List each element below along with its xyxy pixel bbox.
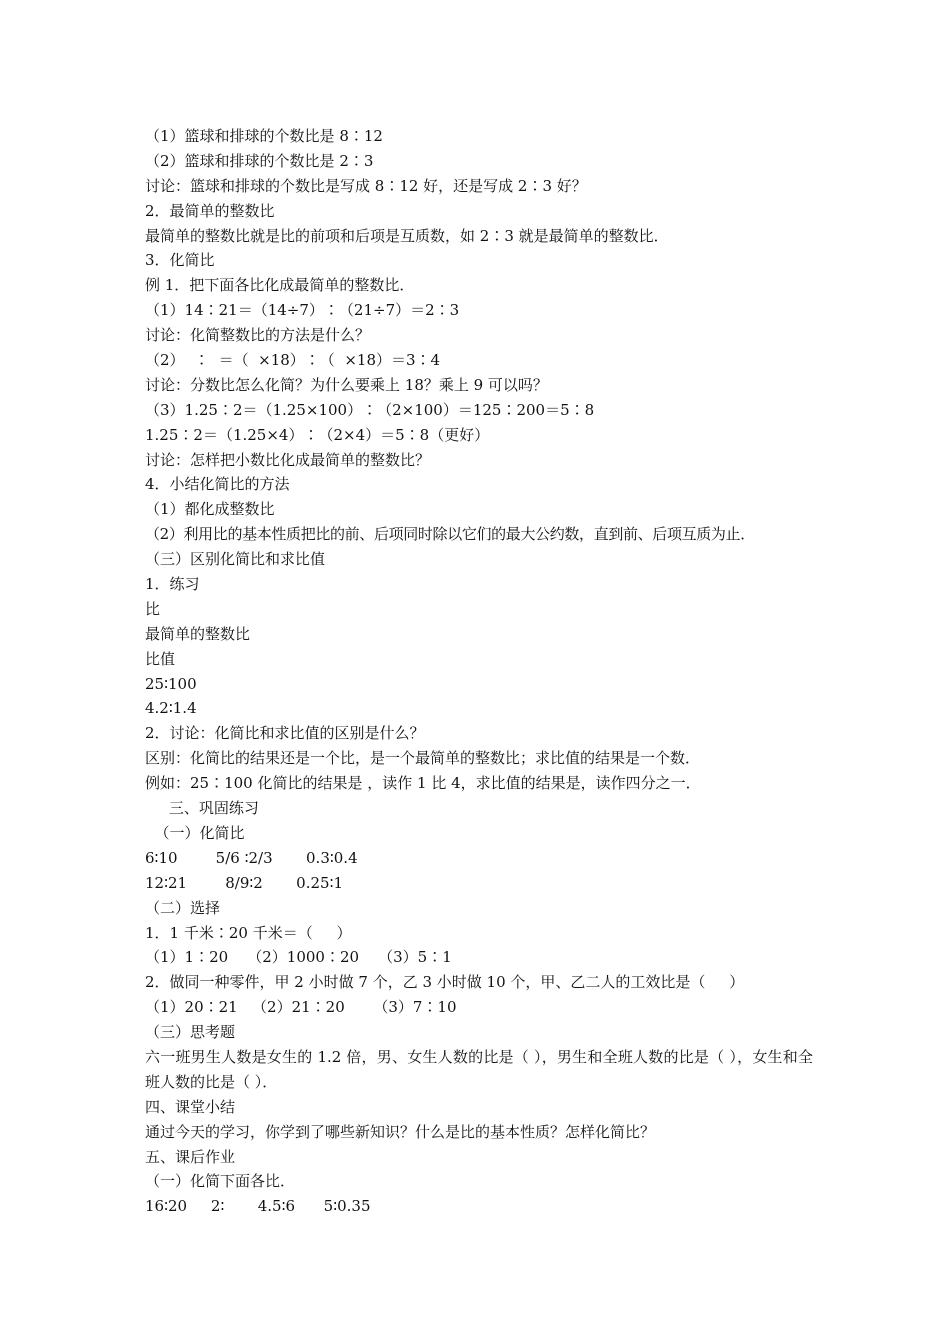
section-heading: （一）化简比 xyxy=(145,823,245,842)
text-line: 区别：化简比的结果还是一个比，是一个最简单的整数比；求比值的结果是一个数． xyxy=(145,749,701,768)
text-line: 讨论：分数比怎么化简？为什么要乘上 18？乘上 9 可以吗？ xyxy=(145,375,548,394)
text-line: （1）篮球和排球的个数比是 8∶12 xyxy=(145,127,383,145)
text-line: （2）篮球和排球的个数比是 2∶3 xyxy=(145,151,374,170)
text-line: 最简单的整数比就是比的前项和后项是互质数，如 2∶3 就是最简单的整数比． xyxy=(145,226,669,245)
section-heading: 4．小结化简比的方法 xyxy=(145,475,290,494)
text-line: 比值 xyxy=(145,649,176,668)
section-heading: 四、课堂小结 xyxy=(145,1097,236,1116)
text-line: 2．做同一种零件，甲 2 小时做 7 个，乙 3 小时做 10 个，甲、乙二人的工效比是（ ） xyxy=(145,973,745,992)
text-line: 例 1．把下面各比化成最简单的整数比． xyxy=(145,276,415,295)
text-line: 讨论：怎样把小数比化成最简单的整数比？ xyxy=(145,450,431,469)
text-line: （2） ∶ ＝（ ×18）∶（ ×18）＝3∶4 xyxy=(145,351,441,370)
text-line: （1）14∶21＝（14÷7）∶（21÷7）＝2∶3 xyxy=(145,301,460,320)
document-body xyxy=(145,124,815,1219)
text-line: 4.2∶1.4 xyxy=(145,699,197,718)
text-line: （1）都化成整数比 xyxy=(145,500,275,519)
text-line: （1）1∶20 （2）1000∶20 （3）5∶1 xyxy=(145,948,452,967)
text-line: 比 xyxy=(145,599,161,618)
section-heading: 五、课后作业 xyxy=(145,1147,236,1166)
text-line: 1．1 千米∶20 千米＝（ ） xyxy=(145,923,352,942)
text-line: 6∶10 5/6 ∶2/3 0.3∶0.4 xyxy=(145,848,358,867)
text-line: 讨论：化简整数比的方法是什么？ xyxy=(145,326,371,345)
text-line: （一）化简下面各比． xyxy=(145,1172,296,1191)
section-heading: （三）思考题 xyxy=(145,1023,236,1042)
text-line: 1.25∶2＝（1.25×4）∶（2×4）＝5∶8（更好） xyxy=(145,425,490,444)
text-line: （2）利用比的基本性质把比的前、后项同时除以它们的最大公约数，直到前、后项互质为止． xyxy=(145,525,755,544)
text-line: 25∶100 xyxy=(145,674,197,693)
section-heading: 3．化简比 xyxy=(145,251,215,270)
text-line: 例如：25∶100 化简比的结果是 ，读作 1 比 4，求比值的结果是，读作四分之一． xyxy=(145,774,701,793)
section-heading: 1．练习 xyxy=(145,575,200,594)
text-line: 通过今天的学习，你学到了哪些新知识？什么是比的基本性质？怎样化简比？ xyxy=(145,1122,656,1141)
section-heading: 三、巩固练习 xyxy=(145,799,259,818)
text-line: （1）20∶21 （2）21∶20 （3）7∶10 xyxy=(145,998,457,1017)
section-heading: 2．最简单的整数比 xyxy=(145,201,275,220)
text-line: 2．讨论：化简比和求比值的区别是什么？ xyxy=(145,724,425,743)
section-heading: （三）区别化简比和求比值 xyxy=(145,550,326,569)
section-heading: （二）选择 xyxy=(145,898,221,917)
text-paragraph: 六一班男生人数是女生的 1.2 倍，男、女生人数的比是（ ），男生和全班人数的比是（ ），女生和全班人数的比是（ ）． xyxy=(145,1047,813,1091)
text-line: 12∶21 8/9∶2 0.25∶1 xyxy=(145,873,344,892)
text-line: 最简单的整数比 xyxy=(145,624,251,643)
text-line: 16∶20 2∶ 4.5∶6 5∶0.35 xyxy=(145,1197,371,1216)
text-line: （3）1.25∶2＝（1.25×100）∶（2×100）＝125∶200＝5∶8 xyxy=(145,400,595,419)
text-line: 讨论：篮球和排球的个数比是写成 8∶12 好，还是写成 2∶3 好？ xyxy=(145,176,587,195)
